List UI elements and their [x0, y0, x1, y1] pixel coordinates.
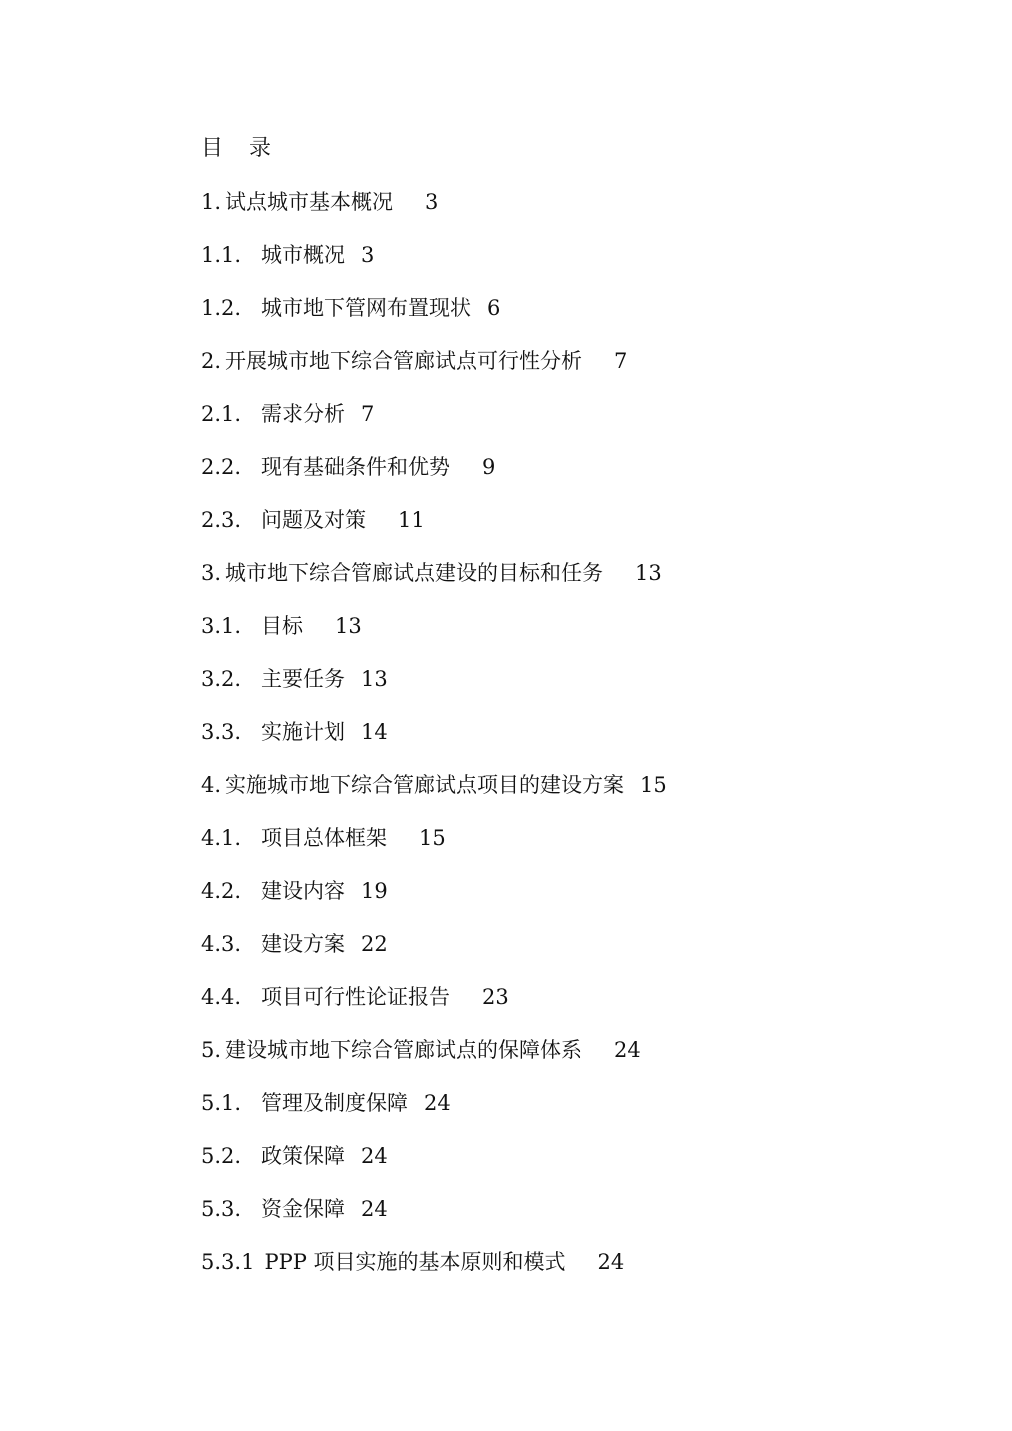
toc-entry-page: 13 — [361, 667, 388, 691]
toc-entry-title: 管理及制度保障 — [261, 1091, 408, 1115]
toc-entry-title: 项目可行性论证报告 — [261, 985, 450, 1009]
toc-entry-page: 3 — [361, 243, 375, 267]
toc-entry-title: 现有基础条件和优势 — [261, 455, 450, 479]
toc-entry-number: 3. — [201, 561, 222, 585]
toc-entry-title: 需求分析 — [261, 402, 345, 426]
toc-entry-title: PPP 项目实施的基本原则和模式 — [264, 1250, 566, 1274]
toc-entry-title: 项目总体框架 — [261, 826, 387, 850]
toc-entry-number: 2.3. — [201, 508, 242, 532]
toc-entry-title: 城市地下管网布置现状 — [261, 296, 471, 320]
toc-entry-page: 9 — [482, 455, 496, 479]
toc-entry[interactable] — [201, 870, 901, 923]
toc-entry-number: 2. — [201, 349, 222, 373]
toc-entry-page: 22 — [361, 932, 388, 956]
toc-entry-page: 3 — [425, 190, 439, 214]
toc-entry-title: 建设城市地下综合管廊试点的保障体系 — [225, 1038, 583, 1062]
toc-entry-page: 24 — [597, 1250, 625, 1274]
toc-entry-number: 1.1. — [201, 243, 242, 267]
toc-entry-number: 2.1. — [201, 402, 242, 426]
toc-entry-page: 15 — [419, 826, 446, 850]
toc-entry-page: 19 — [361, 879, 388, 903]
toc-entry-page: 23 — [482, 985, 509, 1009]
table-of-contents — [201, 128, 901, 1294]
toc-title-char-2: 录 — [249, 136, 272, 161]
toc-entry-number: 4.2. — [201, 879, 242, 903]
toc-entry[interactable] — [201, 287, 901, 340]
toc-entry-number: 1.2. — [201, 296, 242, 320]
toc-entry-number: 3.2. — [201, 667, 242, 691]
toc-entry-title: 资金保障 — [261, 1197, 345, 1221]
toc-entry[interactable] — [201, 446, 901, 499]
toc-entry-title: 实施城市地下综合管廊试点项目的建设方案 — [225, 773, 625, 797]
toc-entry[interactable] — [201, 181, 901, 234]
toc-entry-page: 11 — [398, 508, 425, 532]
toc-entry[interactable] — [201, 393, 901, 446]
toc-entry-number: 1. — [201, 190, 222, 214]
toc-entry[interactable] — [201, 923, 901, 976]
toc-entry[interactable] — [201, 1135, 901, 1188]
toc-entry-page: 24 — [614, 1038, 641, 1062]
toc-entry-page: 24 — [361, 1144, 388, 1168]
toc-entry-title: 目标 — [261, 614, 303, 638]
toc-entry-page: 7 — [614, 349, 628, 373]
toc-entry[interactable] — [201, 817, 901, 870]
toc-entry-title: 建设方案 — [261, 932, 345, 956]
toc-entry-number: 4.1. — [201, 826, 242, 850]
toc-entry[interactable] — [201, 1188, 901, 1241]
toc-entry-page: 24 — [424, 1091, 451, 1115]
toc-entry-number: 3.1. — [201, 614, 242, 638]
toc-entry[interactable] — [201, 340, 901, 393]
toc-entry-title: 政策保障 — [261, 1144, 345, 1168]
toc-title-char-1: 目 — [201, 136, 224, 161]
toc-entry-page: 6 — [487, 296, 501, 320]
toc-entry[interactable] — [201, 1029, 901, 1082]
toc-entry-number: 5.3.1 — [201, 1250, 255, 1274]
toc-entry[interactable] — [201, 605, 901, 658]
toc-entry[interactable] — [201, 499, 901, 552]
toc-entry[interactable] — [201, 976, 901, 1029]
toc-entry-number: 5.1. — [201, 1091, 242, 1115]
toc-entry[interactable] — [201, 764, 901, 817]
toc-entry-page: 13 — [335, 614, 362, 638]
toc-entry-title: 开展城市地下综合管廊试点可行性分析 — [225, 349, 583, 373]
toc-entry-number: 3.3. — [201, 720, 242, 744]
toc-entry-page: 15 — [640, 773, 667, 797]
toc-entry-number: 5.2. — [201, 1144, 242, 1168]
toc-entry-page: 24 — [361, 1197, 388, 1221]
toc-entry-number: 4.4. — [201, 985, 242, 1009]
toc-entry-number: 5. — [201, 1038, 222, 1062]
toc-entry-title: 问题及对策 — [261, 508, 366, 532]
toc-entry-number: 4. — [201, 773, 222, 797]
toc-entry-title: 试点城市基本概况 — [225, 190, 394, 214]
toc-entry-number: 2.2. — [201, 455, 242, 479]
toc-entry[interactable] — [201, 711, 901, 764]
toc-entry-number: 5.3. — [201, 1197, 242, 1221]
toc-entry[interactable] — [201, 1241, 901, 1294]
toc-entry-number: 4.3. — [201, 932, 242, 956]
toc-entry-page: 7 — [361, 402, 375, 426]
toc-entry[interactable] — [201, 552, 901, 605]
toc-entry-title: 城市地下综合管廊试点建设的目标和任务 — [225, 561, 604, 585]
toc-entry-page: 14 — [361, 720, 388, 744]
toc-entry[interactable] — [201, 234, 901, 287]
toc-entry-page: 13 — [635, 561, 662, 585]
toc-list — [201, 181, 901, 1294]
toc-entry[interactable] — [201, 658, 901, 711]
toc-entry-title: 主要任务 — [261, 667, 345, 691]
toc-entry-title: 实施计划 — [261, 720, 345, 744]
toc-entry[interactable] — [201, 1082, 901, 1135]
toc-title — [201, 128, 901, 181]
toc-entry-title: 建设内容 — [261, 879, 345, 903]
toc-entry-title: 城市概况 — [261, 243, 345, 267]
